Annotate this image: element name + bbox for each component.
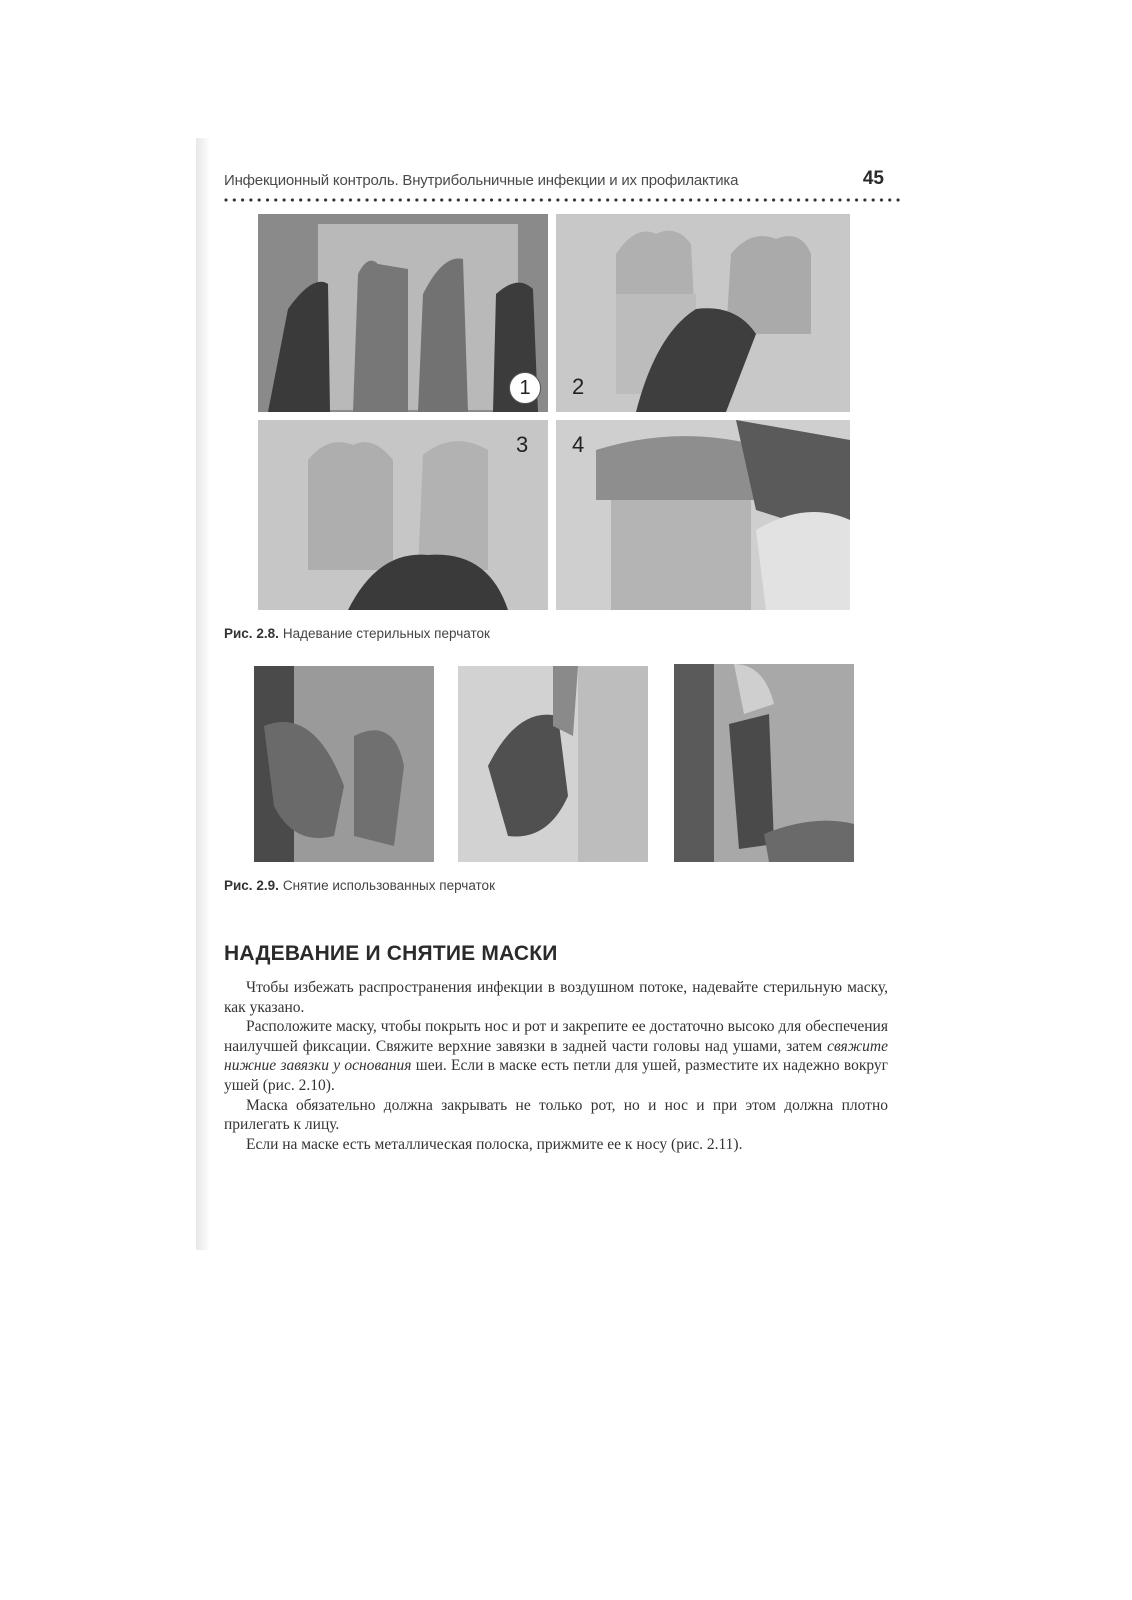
figure-2-9-photo-2 <box>458 666 648 862</box>
paragraph-2-end: шеи. Если в маске есть петли для ушей, разместите их надежно вокруг ушей (рис. 2.10). <box>224 1057 889 1094</box>
paragraph-3: Маска обязательно должна закрывать не только рот, но и нос и при этом должна плотно прилегать к лицу. <box>224 1096 888 1134</box>
section-body <box>224 978 888 1154</box>
figure-2-9-photo-1 <box>254 666 434 862</box>
figure-2-8-caption-label: Рис. 2.8. <box>224 626 279 641</box>
figure-2-8-caption-text: Надевание стерильных перчаток <box>282 626 490 641</box>
running-header <box>224 168 900 196</box>
figure-2-9-caption-label: Рис. 2.9. <box>224 878 279 893</box>
paragraph-2 <box>224 1017 888 1095</box>
panel-label-3: 3 <box>516 432 529 457</box>
figure-2-9-caption-text: Снятие использованных перчаток <box>282 878 495 893</box>
figure-2-8-panel-4 <box>556 420 850 610</box>
section-heading: НАДЕВАНИЕ И СНЯТИЕ МАСКИ <box>224 942 558 965</box>
page-number: 45 <box>862 168 884 189</box>
figure-2-9-photo-3 <box>674 664 854 862</box>
panel-label-2: 2 <box>572 374 585 399</box>
figure-2-8-caption <box>224 626 490 641</box>
figure-2-8-panel-3 <box>258 420 548 610</box>
panel-label-4: 4 <box>572 432 585 457</box>
paragraph-2-start: Расположите маску, чтобы покрыть нос и рот и закрепите ее достаточно высоко для обеспечения наилучшей фиксации. Свяжите верхние завязки в задней части головы над ушами, затем <box>224 1018 888 1055</box>
figure-2-9-caption <box>224 878 495 893</box>
figure-2-8-panel-1 <box>258 214 548 412</box>
paragraph-4: Если на маске есть металлическая полоска, прижмите ее к носу (рис. 2.11). <box>246 1135 743 1153</box>
running-title: Инфекционный контроль. Внутрибольничные инфекции и их профилактика <box>224 172 739 189</box>
panel-label-1: 1 <box>509 372 541 404</box>
dotted-rule <box>224 198 900 202</box>
figure-2-8-panel-2 <box>556 214 850 412</box>
paragraph-2-italic: свяжите нижние завязки у основания <box>224 1037 888 1075</box>
paragraph-1: Чтобы избежать распространения инфекции в воздушном потоке, надевайте стерильную маску, как указано. <box>224 979 888 1016</box>
page-gutter-shadow <box>196 138 210 1250</box>
